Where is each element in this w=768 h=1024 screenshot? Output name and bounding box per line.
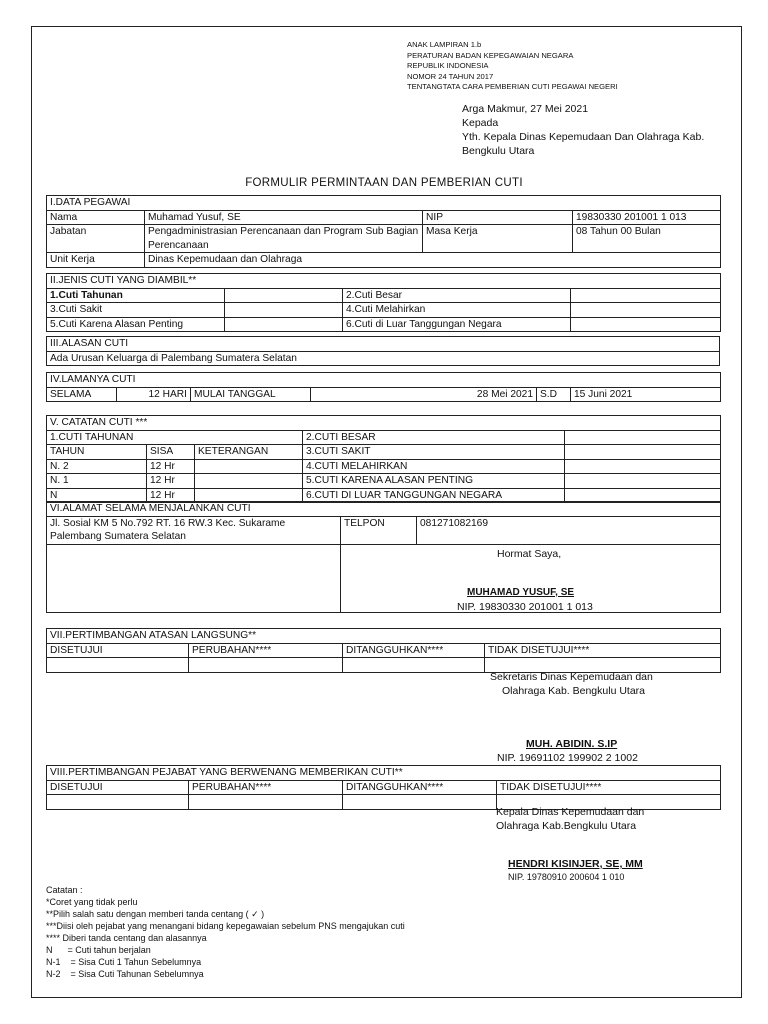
cuti-option-besar: 2.Cuti Besar	[343, 288, 571, 303]
signature-cell	[341, 544, 721, 612]
section-catatan-cuti	[46, 415, 721, 503]
section-data-pegawai	[46, 195, 721, 268]
sisa-cell: 12 Hr	[147, 488, 195, 503]
lampiran-line: PERATURAN BADAN KEPEGAWAIAN NEGARA	[407, 50, 574, 60]
selama-value: 12 HARI	[117, 387, 191, 402]
keterangan-cell	[195, 459, 303, 474]
pejabat-name: HENDRI KISINJER, SE, MM	[508, 858, 643, 870]
lampiran-line: NOMOR 24 TAHUN 2017	[407, 71, 494, 81]
checkbox-cell[interactable]	[343, 795, 497, 810]
nip-label: NIP	[423, 210, 573, 225]
atasan-title-block	[490, 670, 653, 698]
section-heading: IV.LAMANYA CUTI	[47, 373, 721, 388]
jabatan-label: Jabatan	[47, 225, 145, 253]
form-title: FORMULIR PERMINTAAN DAN PEMBERIAN CUTI	[245, 177, 523, 189]
address-line: Jl. Sosial KM 5 No.792 RT. 16 RW.3 Kec. Sukarame	[50, 517, 286, 529]
section-atasan	[46, 628, 721, 673]
section-heading: VI.ALAMAT SELAMA MENJALANKAN CUTI	[47, 502, 721, 517]
nama-label: Nama	[47, 210, 145, 225]
note-line: *Coret yang tidak perlu	[46, 897, 138, 907]
option-disetujui: DISETUJUI	[47, 780, 189, 795]
official-title: Olahraga Kab.Bengkulu Utara	[496, 820, 637, 832]
catatan-cell	[565, 474, 721, 489]
notes-block	[46, 884, 405, 980]
unit-kerja-value: Dinas Kepemudaan dan Olahraga	[145, 253, 721, 268]
lampiran-line: ANAK LAMPIRAN 1.b	[407, 40, 482, 49]
nama-value: Muhamad Yusuf, SE	[145, 210, 423, 225]
end-date: 15 Juni 2021	[571, 387, 721, 402]
section-alasan-cuti	[46, 336, 720, 366]
tahun-cell: N. 1	[47, 474, 147, 489]
option-disetujui: DISETUJUI	[47, 643, 189, 658]
tahun-cell: N. 2	[47, 459, 147, 474]
keterangan-cell	[195, 474, 303, 489]
lampiran-line: REPUBLIK INDONESIA	[407, 61, 489, 70]
atasan-name: MUH. ABIDIN. S.IP	[526, 738, 618, 750]
lampiran-block	[407, 40, 618, 93]
option-perubahan: PERUBAHAN****	[189, 780, 343, 795]
col-sisa: SISA	[147, 445, 195, 460]
signer-name: MUHAMAD YUSUF, SE	[467, 586, 575, 598]
catatan-cell	[565, 459, 721, 474]
section-heading: VII.PERTIMBANGAN ATASAN LANGSUNG**	[47, 629, 721, 644]
checkbox-cell[interactable]	[571, 288, 721, 303]
official-title: Olahraga Kab. Bengkulu Utara	[502, 685, 646, 697]
atasan-nip: NIP. 19691102 199902 2 1002	[497, 752, 638, 764]
telpon-label: TELPON	[341, 516, 417, 544]
pejabat-title-block	[496, 805, 644, 833]
section-alamat	[46, 501, 721, 613]
sisa-cell: 12 Hr	[147, 459, 195, 474]
cuti-option-sakit: 3.Cuti Sakit	[47, 303, 225, 318]
pejabat-nip: NIP. 19780910 200604 1 010	[508, 872, 625, 882]
section-heading: II.JENIS CUTI YANG DIAMBIL**	[47, 274, 721, 289]
section-lamanya-cuti	[46, 372, 721, 402]
catatan-item: 4.CUTI MELAHIRKAN	[303, 459, 565, 474]
official-title: Sekretaris Dinas Kepemudaan dan	[490, 671, 653, 683]
checkbox-cell[interactable]	[343, 658, 485, 673]
checkbox-cell[interactable]	[189, 658, 343, 673]
checkbox-cell[interactable]	[47, 658, 189, 673]
note-line: ***Diisi oleh pejabat yang menangani bidang kepegawaian sebelum PNS mengajukan cuti	[46, 921, 405, 931]
sd-label: S.D	[537, 387, 571, 402]
blank-cell	[47, 544, 341, 612]
start-date: 28 Mei 2021	[311, 387, 537, 402]
catatan-cell	[565, 430, 721, 445]
jabatan-value: Pengadministrasian Perencanaan dan Program Sub Bagian Perencanaan	[145, 225, 423, 253]
option-perubahan: PERUBAHAN****	[189, 643, 343, 658]
catatan-cell	[565, 445, 721, 460]
checkbox-cell[interactable]	[225, 317, 343, 332]
lampiran-line: TENTANGTATA CARA PEMBERIAN CUTI PEGAWAI NEGERI	[407, 82, 618, 91]
signer-nip: NIP. 19830330 201001 1 013	[457, 600, 593, 612]
section-pejabat	[46, 765, 721, 810]
cuti-option-alasan-penting: 5.Cuti Karena Alasan Penting	[47, 317, 225, 332]
sisa-cell: 12 Hr	[147, 474, 195, 489]
checkbox-cell[interactable]	[571, 303, 721, 318]
alasan-value: Ada Urusan Keluarga di Palembang Sumatera Selatan	[47, 351, 720, 366]
section-jenis-cuti	[46, 273, 721, 332]
catatan-item: 6.CUTI DI LUAR TANGGUNGAN NEGARA	[303, 488, 565, 503]
cuti-option-tahunan: 1.Cuti Tahunan	[47, 288, 225, 303]
note-line: **Pilih salah satu dengan memberi tanda centang ( ✓ )	[46, 909, 265, 919]
checkbox-cell[interactable]	[225, 288, 343, 303]
checkbox-cell[interactable]	[47, 795, 189, 810]
note-line: Catatan :	[46, 885, 83, 895]
checkbox-cell[interactable]	[225, 303, 343, 318]
option-tidak-disetujui: TIDAK DISETUJUI****	[497, 780, 721, 795]
section-heading: VIII.PERTIMBANGAN PEJABAT YANG BERWENANG MEMBERIKAN CUTI**	[47, 766, 721, 781]
note-line: N = Cuti tahun berjalan	[46, 945, 151, 955]
masa-kerja-value: 08 Tahun 00 Bulan	[573, 225, 721, 253]
note-line: **** Diberi tanda centang dan alasannya	[46, 933, 207, 943]
selama-label: SELAMA	[47, 387, 117, 402]
telpon-value: 081271082169	[417, 516, 721, 544]
note-line: N-1 = Sisa Cuti 1 Tahun Sebelumnya	[46, 957, 202, 967]
unit-kerja-label: Unit Kerja	[47, 253, 145, 268]
recipient-line: Bengkulu Utara	[462, 145, 535, 157]
official-title: Kepala Dinas Kepemudaan dan	[496, 806, 645, 818]
option-tidak-disetujui: TIDAK DISETUJUI****	[485, 643, 721, 658]
option-ditangguhkan: DITANGGUHKAN****	[343, 643, 485, 658]
nip-value: 19830330 201001 1 013	[573, 210, 721, 225]
section-heading: I.DATA PEGAWAI	[47, 196, 721, 211]
cuti-option-luar-tanggungan: 6.Cuti di Luar Tanggungan Negara	[343, 317, 571, 332]
checkbox-cell[interactable]	[571, 317, 721, 332]
cuti-option-melahirkan: 4.Cuti Melahirkan	[343, 303, 571, 318]
masa-kerja-label: Masa Kerja	[423, 225, 573, 253]
kepada: Kepada	[462, 117, 499, 129]
col-keterangan: KETERANGAN	[195, 445, 303, 460]
hormat-text: Hormat Saya,	[497, 547, 562, 560]
catatan-item: 3.CUTI SAKIT	[303, 445, 565, 460]
option-ditangguhkan: DITANGGUHKAN****	[343, 780, 497, 795]
note-line: N-2 = Sisa Cuti Tahunan Sebelumnya	[46, 969, 204, 979]
place-date: Arga Makmur, 27 Mei 2021	[462, 103, 589, 115]
col-tahun: TAHUN	[47, 445, 147, 460]
checkbox-cell[interactable]	[189, 795, 343, 810]
tahun-cell: N	[47, 488, 147, 503]
section-heading: V. CATATAN CUTI ***	[47, 416, 721, 431]
address-value	[47, 516, 341, 544]
recipient-line: Yth. Kepala Dinas Kepemudaan Dan Olahraga Kab.	[462, 131, 705, 143]
address-line: Palembang Sumatera Selatan	[50, 531, 186, 542]
catatan-item: 2.CUTI BESAR	[303, 430, 565, 445]
section-heading: III.ALASAN CUTI	[47, 337, 720, 352]
cuti-tahunan-heading: 1.CUTI TAHUNAN	[47, 430, 303, 445]
mulai-label: MULAI TANGGAL	[191, 387, 311, 402]
address-block	[462, 102, 704, 158]
catatan-item: 5.CUTI KARENA ALASAN PENTING	[303, 474, 565, 489]
